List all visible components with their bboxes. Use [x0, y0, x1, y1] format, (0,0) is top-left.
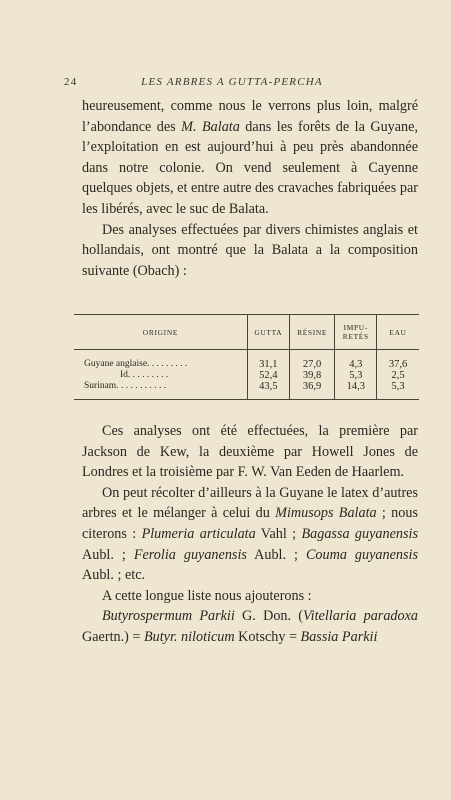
composition-table — [74, 314, 419, 400]
cell-impuretes: 5,3 — [335, 370, 377, 381]
col-header-resine: RÉSINE — [289, 315, 335, 350]
cell-resine: 36,9 — [289, 381, 335, 400]
paragraph-species: Butyrospermum Parkii G. Don. (Vitellaria paradoxa Gaertn.) = Butyr. niloticum Kotschy = Bassia Parkii — [82, 608, 418, 645]
col-header-eau: EAU — [377, 315, 419, 350]
cell-resine: 27,0 — [289, 350, 335, 371]
cell-impuretes: 14,3 — [335, 381, 377, 400]
cell-gutta: 52,4 — [247, 370, 289, 381]
col-header-impuretes — [335, 315, 377, 350]
text-block-top — [82, 96, 418, 281]
running-title: LES ARBRES A GUTTA-PERCHA — [141, 76, 323, 88]
cell-origine: Id. . . . . . . . . — [120, 370, 169, 380]
cell-gutta: 31,1 — [247, 350, 289, 371]
paragraph-other-latex: On peut récolter d’ailleurs à la Guyane le latex d’autres arbres et le mélanger à celui du Mimusops Balata ; nous citerons : Plumeria articulata Vahl ; Bagassa guyanensis Aubl. ; Ferolia guyanensis Aubl. ; Couma guyanensis Aubl. ; etc. — [82, 484, 418, 584]
cell-impuretes: 4,3 — [335, 350, 377, 371]
col-header-origine: ORIGINE — [74, 315, 247, 350]
page-number: 24 — [64, 76, 78, 88]
col-header-impuretes-text: IMPU- RETÉS — [342, 323, 369, 341]
table-row — [74, 381, 419, 400]
paragraph-list-intro: A cette longue liste nous ajouterons : — [102, 587, 312, 604]
cell-origine: Guyane anglaise. . . . . . . . . — [84, 359, 188, 369]
cell-eau: 37,6 — [377, 350, 419, 371]
cell-gutta: 43,5 — [247, 381, 289, 400]
cell-eau: 5,3 — [377, 381, 419, 400]
col-header-gutta: GUTTA — [247, 315, 289, 350]
cell-origine: Surinam. . . . . . . . . . . — [74, 381, 247, 400]
page-header — [64, 76, 400, 90]
text-block-bottom — [82, 421, 418, 648]
table-row — [74, 350, 419, 371]
paragraph-analyses-intro: Des analyses effectuées par divers chimistes anglais et hollandais, ont montré que la Balata a la composition suivante (Obach) : — [82, 221, 418, 279]
cell-resine: 39,8 — [289, 370, 335, 381]
cell-eau: 2,5 — [377, 370, 419, 381]
table-row — [74, 370, 419, 381]
paragraph-continuation: heureusement, comme nous le verrons plus loin, malgré l’abondance des M. Balata dans les forêts de la Guyane, l’exploitation en est aujourd’hui à peu près abandonnée dans notre colonie. On vend seulement à Cayenne quelques objets, et entre autre des cravaches fabriquées par les libérés, avec le suc de Balata. — [82, 98, 418, 217]
paragraph-analyses-authors: Ces analyses ont été effectuées, la première par Jackson de Kew, la deuxième par Howell Jones de Londres et la troisième par F. W. Van Eeden de Haarlem. — [82, 423, 418, 481]
